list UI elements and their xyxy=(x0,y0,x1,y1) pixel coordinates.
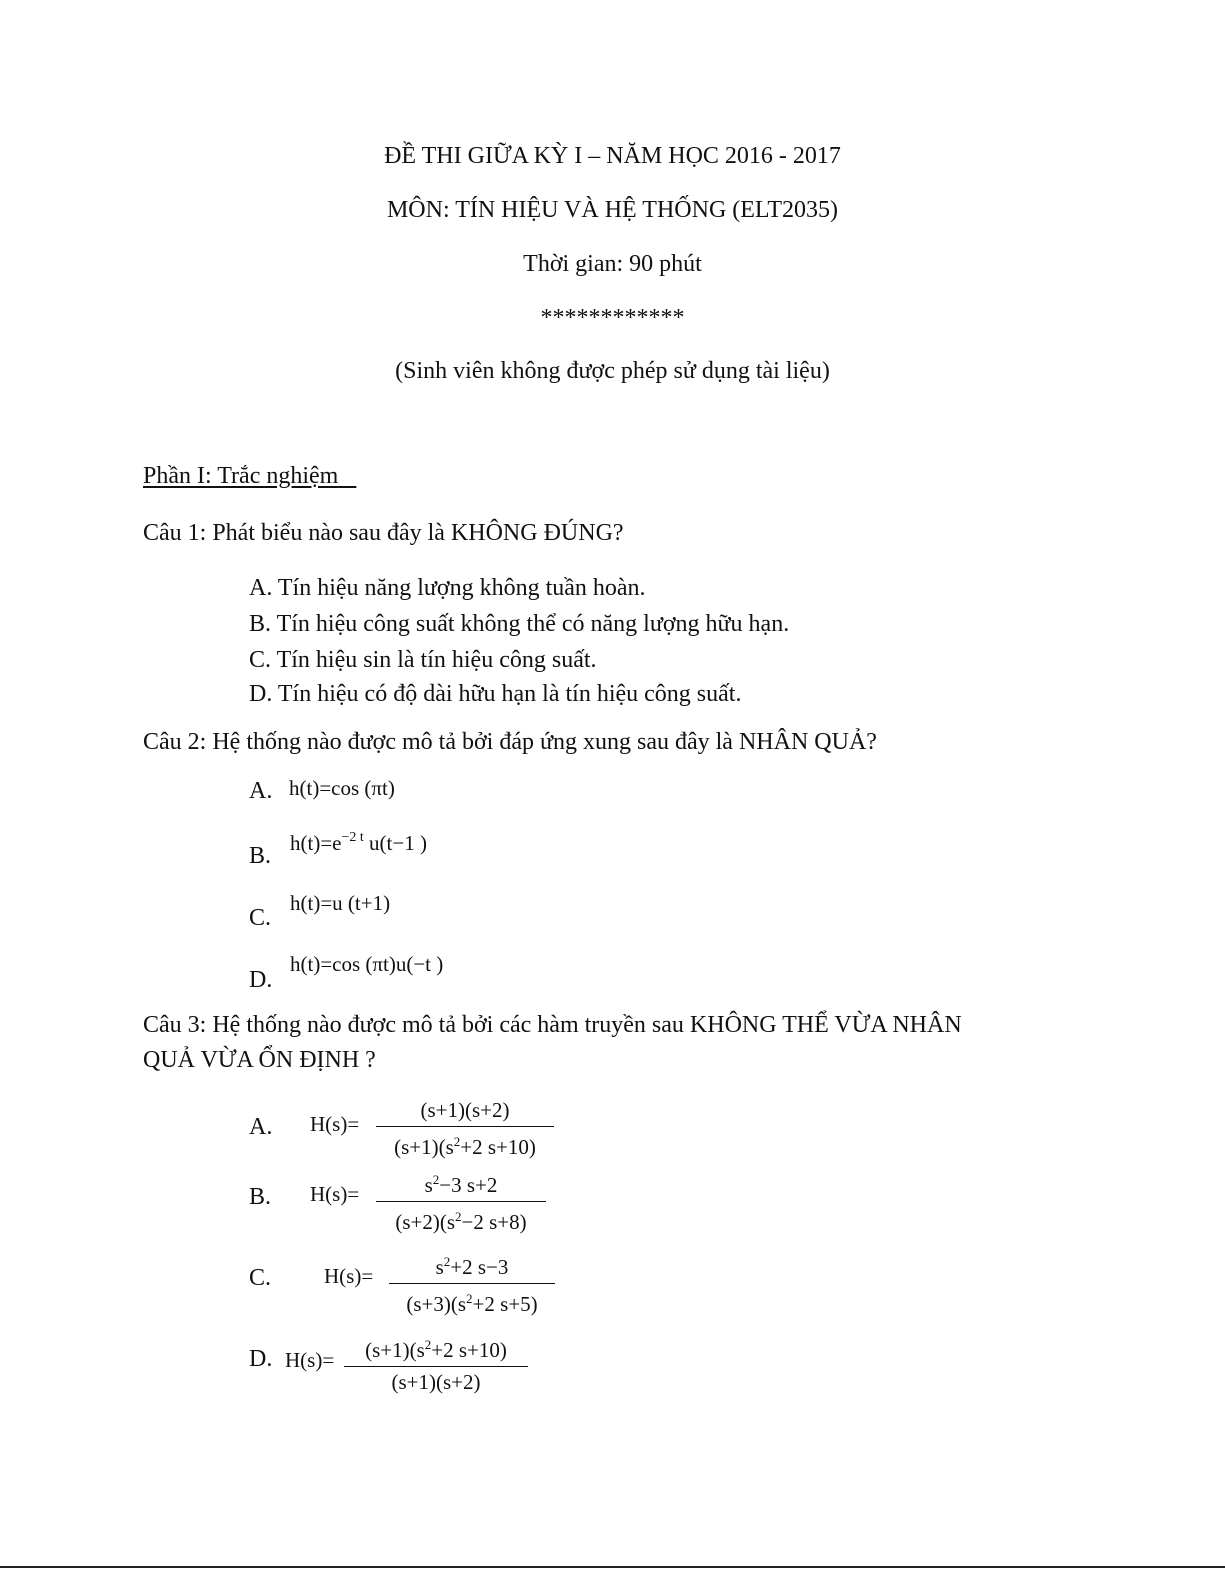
section-title: Phần I: Trắc nghiệm xyxy=(143,463,339,489)
q3-c-numerator: $s^2+2$ s−3 xyxy=(435,1254,509,1279)
question-3-line-2: QUẢ VỪA ỔN ĐỊNH ? xyxy=(143,1047,376,1073)
q3-label-a: A. xyxy=(249,1114,273,1140)
question-1-text: Câu 1: Phát biểu nào sau đây là KHÔNG ĐÚNG? xyxy=(143,520,624,546)
page-bottom-border xyxy=(0,1566,1225,1568)
q3-b-fraction xyxy=(376,1166,546,1236)
q2-formula-c: h(t)=u (t+1) xyxy=(290,891,391,915)
q2-formula-b: $h(t)=e^{-2 t}$ u(t−1 ) xyxy=(290,830,427,855)
q2-label-d: D. xyxy=(249,967,273,993)
q2-formula-d: h(t)=cos (πt)u(−t ) xyxy=(290,952,444,976)
q2-label-c: C. xyxy=(249,905,272,931)
q1-option-c: C. Tín hiệu sin là tín hiệu công suất. xyxy=(249,647,597,673)
q3-a-denominator: $(s+1)(s^2+2$ s+10) xyxy=(394,1134,536,1159)
q3-c-lhs: H(s)= xyxy=(324,1264,374,1288)
q1-option-b: B. Tín hiệu công suất không thể có năng lượng hữu hạn. xyxy=(249,611,790,637)
q3-d-denominator: (s+1)(s+2) xyxy=(391,1370,481,1394)
q2-formula-a: h(t)=cos (πt) xyxy=(289,776,395,800)
q2-label-b: B. xyxy=(249,843,272,869)
exam-subject: MÔN: TÍN HIỆU VÀ HỆ THỐNG (ELT2035) xyxy=(386,197,839,223)
exam-title: ĐỀ THI GIỮA KỲ I – NĂM HỌC 2016 - 2017 xyxy=(384,143,841,169)
q3-d-numerator: $(s+1)(s^2+2$ s+10) xyxy=(365,1337,507,1362)
fraction-bar xyxy=(376,1201,546,1202)
exam-note: (Sinh viên không được phép sử dụng tài liệu) xyxy=(395,358,830,384)
question-3-line-1: Câu 3: Hệ thống nào được mô tả bởi các hàm truyền sau KHÔNG THỂ VỪA NHÂN xyxy=(143,1012,962,1038)
fraction-bar xyxy=(344,1366,528,1367)
q3-a-numerator: (s+1)(s+2) xyxy=(420,1098,510,1122)
exam-time: Thời gian: 90 phút xyxy=(523,251,702,277)
q3-d-fraction xyxy=(344,1331,528,1396)
q3-label-d: D. xyxy=(249,1346,273,1372)
q3-c-fraction xyxy=(389,1248,555,1318)
separator-stars: ************ xyxy=(540,305,685,331)
q3-label-b: B. xyxy=(249,1184,272,1210)
fraction-bar xyxy=(389,1283,555,1284)
q3-c-denominator: $(s+3)(s^2+2$ s+5) xyxy=(406,1291,538,1316)
q1-option-a: A. Tín hiệu năng lượng không tuần hoàn. xyxy=(249,575,646,601)
question-2-text: Câu 2: Hệ thống nào được mô tả bởi đáp ứng xung sau đây là NHÂN QUẢ? xyxy=(143,729,877,755)
fraction-bar xyxy=(376,1126,554,1127)
q3-d-lhs: H(s)= xyxy=(285,1348,335,1372)
q1-option-d: D. Tín hiệu có độ dài hữu hạn là tín hiệu công suất. xyxy=(249,681,742,707)
q3-a-lhs: H(s)= xyxy=(310,1112,360,1136)
q3-a-fraction xyxy=(376,1096,554,1161)
q3-b-denominator: $(s+2)(s^2-2$ s+8) xyxy=(395,1209,527,1234)
q3-b-numerator: $s^2-3$ s+2 xyxy=(424,1172,498,1197)
q3-label-c: C. xyxy=(249,1265,272,1291)
q3-b-lhs: H(s)= xyxy=(310,1182,360,1206)
q2-label-a: A. xyxy=(249,778,273,804)
